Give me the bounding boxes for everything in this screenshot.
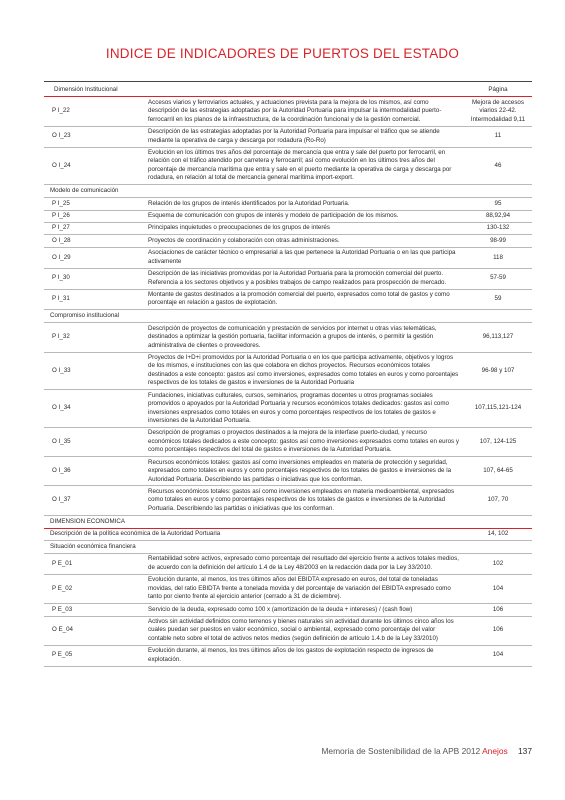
indicator-page: 46 (494, 161, 502, 169)
indicator-description: Esquema de comunicación con grupos de interés y modelo de participación de los mismos. (148, 212, 399, 220)
indicator-description: Rentabilidad sobre activos, expresado como porcentaje del resultado del ejercicio frente a activos totales medios, de acuerdo con la definición del artículo 1.4 de la Ley 48/2003 en la redacción dada por la Ley 33/2010. (148, 555, 459, 571)
indicator-page: 107, 64-65 (483, 467, 513, 475)
table-row (44, 353, 532, 391)
page-number: 137 (518, 746, 532, 756)
indicator-page: 96,113,127 (482, 333, 514, 341)
indicator-page: 57-59 (490, 274, 506, 282)
indicator-code: O I_37 (52, 496, 71, 504)
indicator-page: 107, 124-125 (479, 437, 517, 445)
block-financiera (44, 554, 532, 667)
indicator-page: 106 (492, 605, 504, 613)
indicator-description: Relación de los grupos de interés identificados por la Autoridad Portuaria. (148, 199, 350, 207)
indicator-description: Evolución durante, al menos, los tres últimos años del EBIDTA expresado en euros, del total de toneladas movidas, del ratio EBIDTA frente a tonelada movida y del porcentaje de variación del EBIDTA expresado como tanto por ciento frente al ejercicio anterior (cerrado a 31 de diciembre). (148, 576, 451, 601)
footer-text: Memoria de Sostenibilidad de la APB 2012 (321, 746, 481, 756)
indicator-description: Descripción de la política económica de la Autoridad Portuaria (50, 530, 221, 538)
block-compromiso (44, 323, 532, 515)
indicator-code: P E_03 (52, 605, 73, 613)
indicator-page: 98-99 (490, 236, 506, 244)
indicator-code: P I_31 (52, 295, 70, 303)
table-row (44, 554, 532, 575)
indicator-page: 88,92,94 (485, 212, 511, 220)
indicator-code: O E_04 (52, 626, 73, 634)
indicator-code: O I_34 (52, 404, 71, 412)
table-row (44, 248, 532, 269)
table-row (44, 211, 532, 223)
table-row (44, 127, 532, 148)
indicator-description: Descripción de las estrategias adoptadas por la Autoridad Portuaria para impulsar el tráfico que se atiende mediante la operativa de carga y descarga por rodadura (Ro-Ro) (148, 128, 440, 144)
table-row (44, 323, 532, 352)
indicator-description: Proyectos de coordinación y colaboración con otras administraciones. (148, 236, 340, 244)
table-row (44, 235, 532, 247)
indicator-description: Evolución durante, al menos, los tres últimos años de los gastos de explotación respecto de ingresos de explotación. (148, 647, 434, 663)
indicator-page: 95 (494, 199, 502, 207)
section-heading: Situación económica financiera (44, 541, 532, 554)
block-comunicacion (44, 198, 532, 310)
indicator-code: P I_32 (52, 333, 70, 341)
table-row (44, 457, 532, 486)
dimension-header: Dimensión Institucional (54, 85, 118, 93)
indicator-page: 107,115,121-124 (474, 404, 522, 412)
indicator-page: 96-98 y 107 (481, 366, 515, 374)
indicator-code: P E_02 (52, 584, 73, 592)
indicators-table (44, 81, 532, 667)
indicator-description: Asociaciones de carácter técnico o empresarial a las que pertenece la Autoridad Portuaria o en las que participa activamente (148, 249, 456, 265)
table-row (44, 269, 532, 290)
indicator-code: O I_29 (52, 253, 71, 261)
table-row (44, 198, 532, 210)
indicator-code: P E_05 (52, 651, 73, 659)
indicator-code: O I_35 (52, 437, 71, 445)
section-heading: Modelo de comunicación (44, 185, 532, 198)
indicator-description: Descripción de proyectos de comunicación y prestación de servicios por internet u otras vías telemáticas, destinados a optimizar la gestión portuaria, facilitar información a grupos de interés, o permitir la gestión administrativa de clientes o proveedores. (148, 324, 437, 349)
indicator-code: P I_27 (52, 224, 70, 232)
indicator-page: Mejora de accesos viarios 22-42. Intermodalidad 9,11 (470, 98, 526, 123)
indicator-page: 118 (493, 253, 503, 261)
table-row (44, 575, 532, 604)
indicator-code: P I_25 (52, 199, 70, 207)
indicator-description: Accesos viarios y ferroviarios actuales, y actuaciones prevista para la mejora de los mismos, así como descripción de las estrategias adoptadas por la Autoridad Portuaria para impulsar la intermodalidad puerto-ferrocarril en los planos de la infraestructura, de la coordinación funcional y de la gestión comercial. (148, 98, 442, 123)
table-row (44, 428, 532, 457)
indicator-code: P I_30 (52, 274, 70, 282)
table-row (44, 646, 532, 667)
indicator-page: 107, 70 (487, 496, 509, 504)
indicator-page: 104 (492, 651, 504, 659)
indicator-code: O I_36 (52, 467, 71, 475)
page-header: Página (488, 85, 508, 93)
indicator-description: Descripción de programas o proyectos destinados a la mejora de la interfase puerto-ciudad, y recurso económicos totales dedicados a este concepto: gastos así como inversiones expresados como totales en euros y como porcentajes respectivos del total de gastos e inversiones de la Autoridad Portuaria. (148, 429, 459, 454)
indicator-code: P I_26 (52, 212, 70, 220)
indicator-description: Descripción de las iniciativas promovidas por la Autoridad Portuaria para la promoción comercial del puerto. Referencia a los sectores objetivos y a posibles trabajos de campo realizados para prospección de mercado. (148, 270, 447, 286)
indicator-description: Evolución en los últimos tres años del porcentaje de mercancía que entra y sale del puerto por ferrocarril, en relación con el tráfico atendido por carretera y ferrocarril; así como evolución en los últimos tres años del porcentaje de mercancía marítima que entra y sale en el puerto mediante la operativa de carga y descarga por rodadura, en relación al total de mercancía general marítima import-export. (148, 149, 452, 182)
table-row (44, 390, 532, 428)
table-row (44, 617, 532, 646)
indicator-code: O I_24 (52, 161, 71, 169)
section-heading: Compromiso institucional (44, 310, 532, 323)
indicator-page: 130-132 (486, 224, 510, 232)
table-row (44, 604, 532, 616)
table-row (44, 529, 532, 541)
indicator-description: Recursos económicos totales: gastos así como inversiones empleados en materia de protección y seguridad, expresados como totales en euros y como porcentajes respectivos de los totales de gastos e inversiones de la Autoridad Portuaria. Describiendo las partidas o iniciativas que los conforman. (148, 458, 452, 483)
indicator-description: Proyectos de I+D+i promovidos por la Autoridad Portuaria o en los que participa activamente, objetivos y logros de los mismos, e instituciones con las que colabora en dichos proyectos. Recursos económicos totales destinados a este concepto: gastos así como inversiones, expresados como totales en euros y como porcentajes respectivos de los totales de gastos e inversiones de la Autoridad Portuaria (148, 354, 459, 387)
indicator-code: P E_01 (52, 559, 73, 567)
indicator-description: Fundaciones, iniciativas culturales, cursos, seminarios, programas docentes u otros programas sociales promovidos o apoyados por la Autoridad Portuaria y recursos económicos totales dedicados: gastos así como inversiones expresados como totales en euros y como porcentajes respectivos de los totales de gastos e inversiones de la Autoridad Portuaria. (148, 391, 449, 424)
table-row (44, 223, 532, 235)
indicator-description: Activos sin actividad definidos como terrenos y bienes naturales sin actividad durante los últimos cinco años los cuales puedan ser puestos en valor económico, social o ambiental, expresado como porcentaje del valor contable neto sobre el total de activos netos medios (según definición de artículo 1.4.b de la Ley 33/2010) (148, 618, 454, 642)
indicator-code: O I_33 (52, 366, 71, 374)
indicator-page: 104 (492, 584, 504, 592)
indicator-description: Recursos económicos totales: gastos así como inversiones empleados en materia medioambiental, expresados como totales en euros y como porcentajes respectivos de los totales de gastos e inversiones de la Autoridad Portuaria. Describiendo las partidas o iniciativas que los conforman. (148, 487, 455, 512)
table-row (44, 148, 532, 186)
table-row (44, 290, 532, 311)
indicator-description: Montante de gastos destinados a la promoción comercial del puerto, expresados como total de gastos y como porcentaje en relación a gastos de explotación. (148, 291, 450, 307)
section-heading: DIMENSION ECONOMICA (44, 516, 532, 529)
indicator-description: Servicio de la deuda, expresado como 100 x (amortización de la deuda + intereses) / (cash flow) (148, 605, 413, 613)
indicator-page: 14, 102 (487, 530, 509, 538)
page-title: INDICE DE INDICADORES DE PUERTOS DEL ESTADO (105, 46, 460, 61)
indicator-code: P I_22 (52, 107, 70, 115)
indicator-code: O I_23 (52, 132, 71, 140)
indicator-page: 106 (492, 626, 504, 634)
indicator-page: 59 (494, 295, 502, 303)
indicator-code: O I_28 (52, 236, 71, 244)
page-footer (321, 746, 532, 756)
table-header (44, 81, 532, 97)
footer-section: Anejos (482, 746, 508, 756)
block-institucional (44, 97, 532, 185)
table-row (44, 97, 532, 126)
indicator-page: 11 (494, 132, 502, 140)
indicator-page: 102 (492, 559, 504, 567)
table-row (44, 486, 532, 515)
indicator-description: Principales inquietudes o preocupaciones de los grupos de interés (148, 224, 330, 232)
